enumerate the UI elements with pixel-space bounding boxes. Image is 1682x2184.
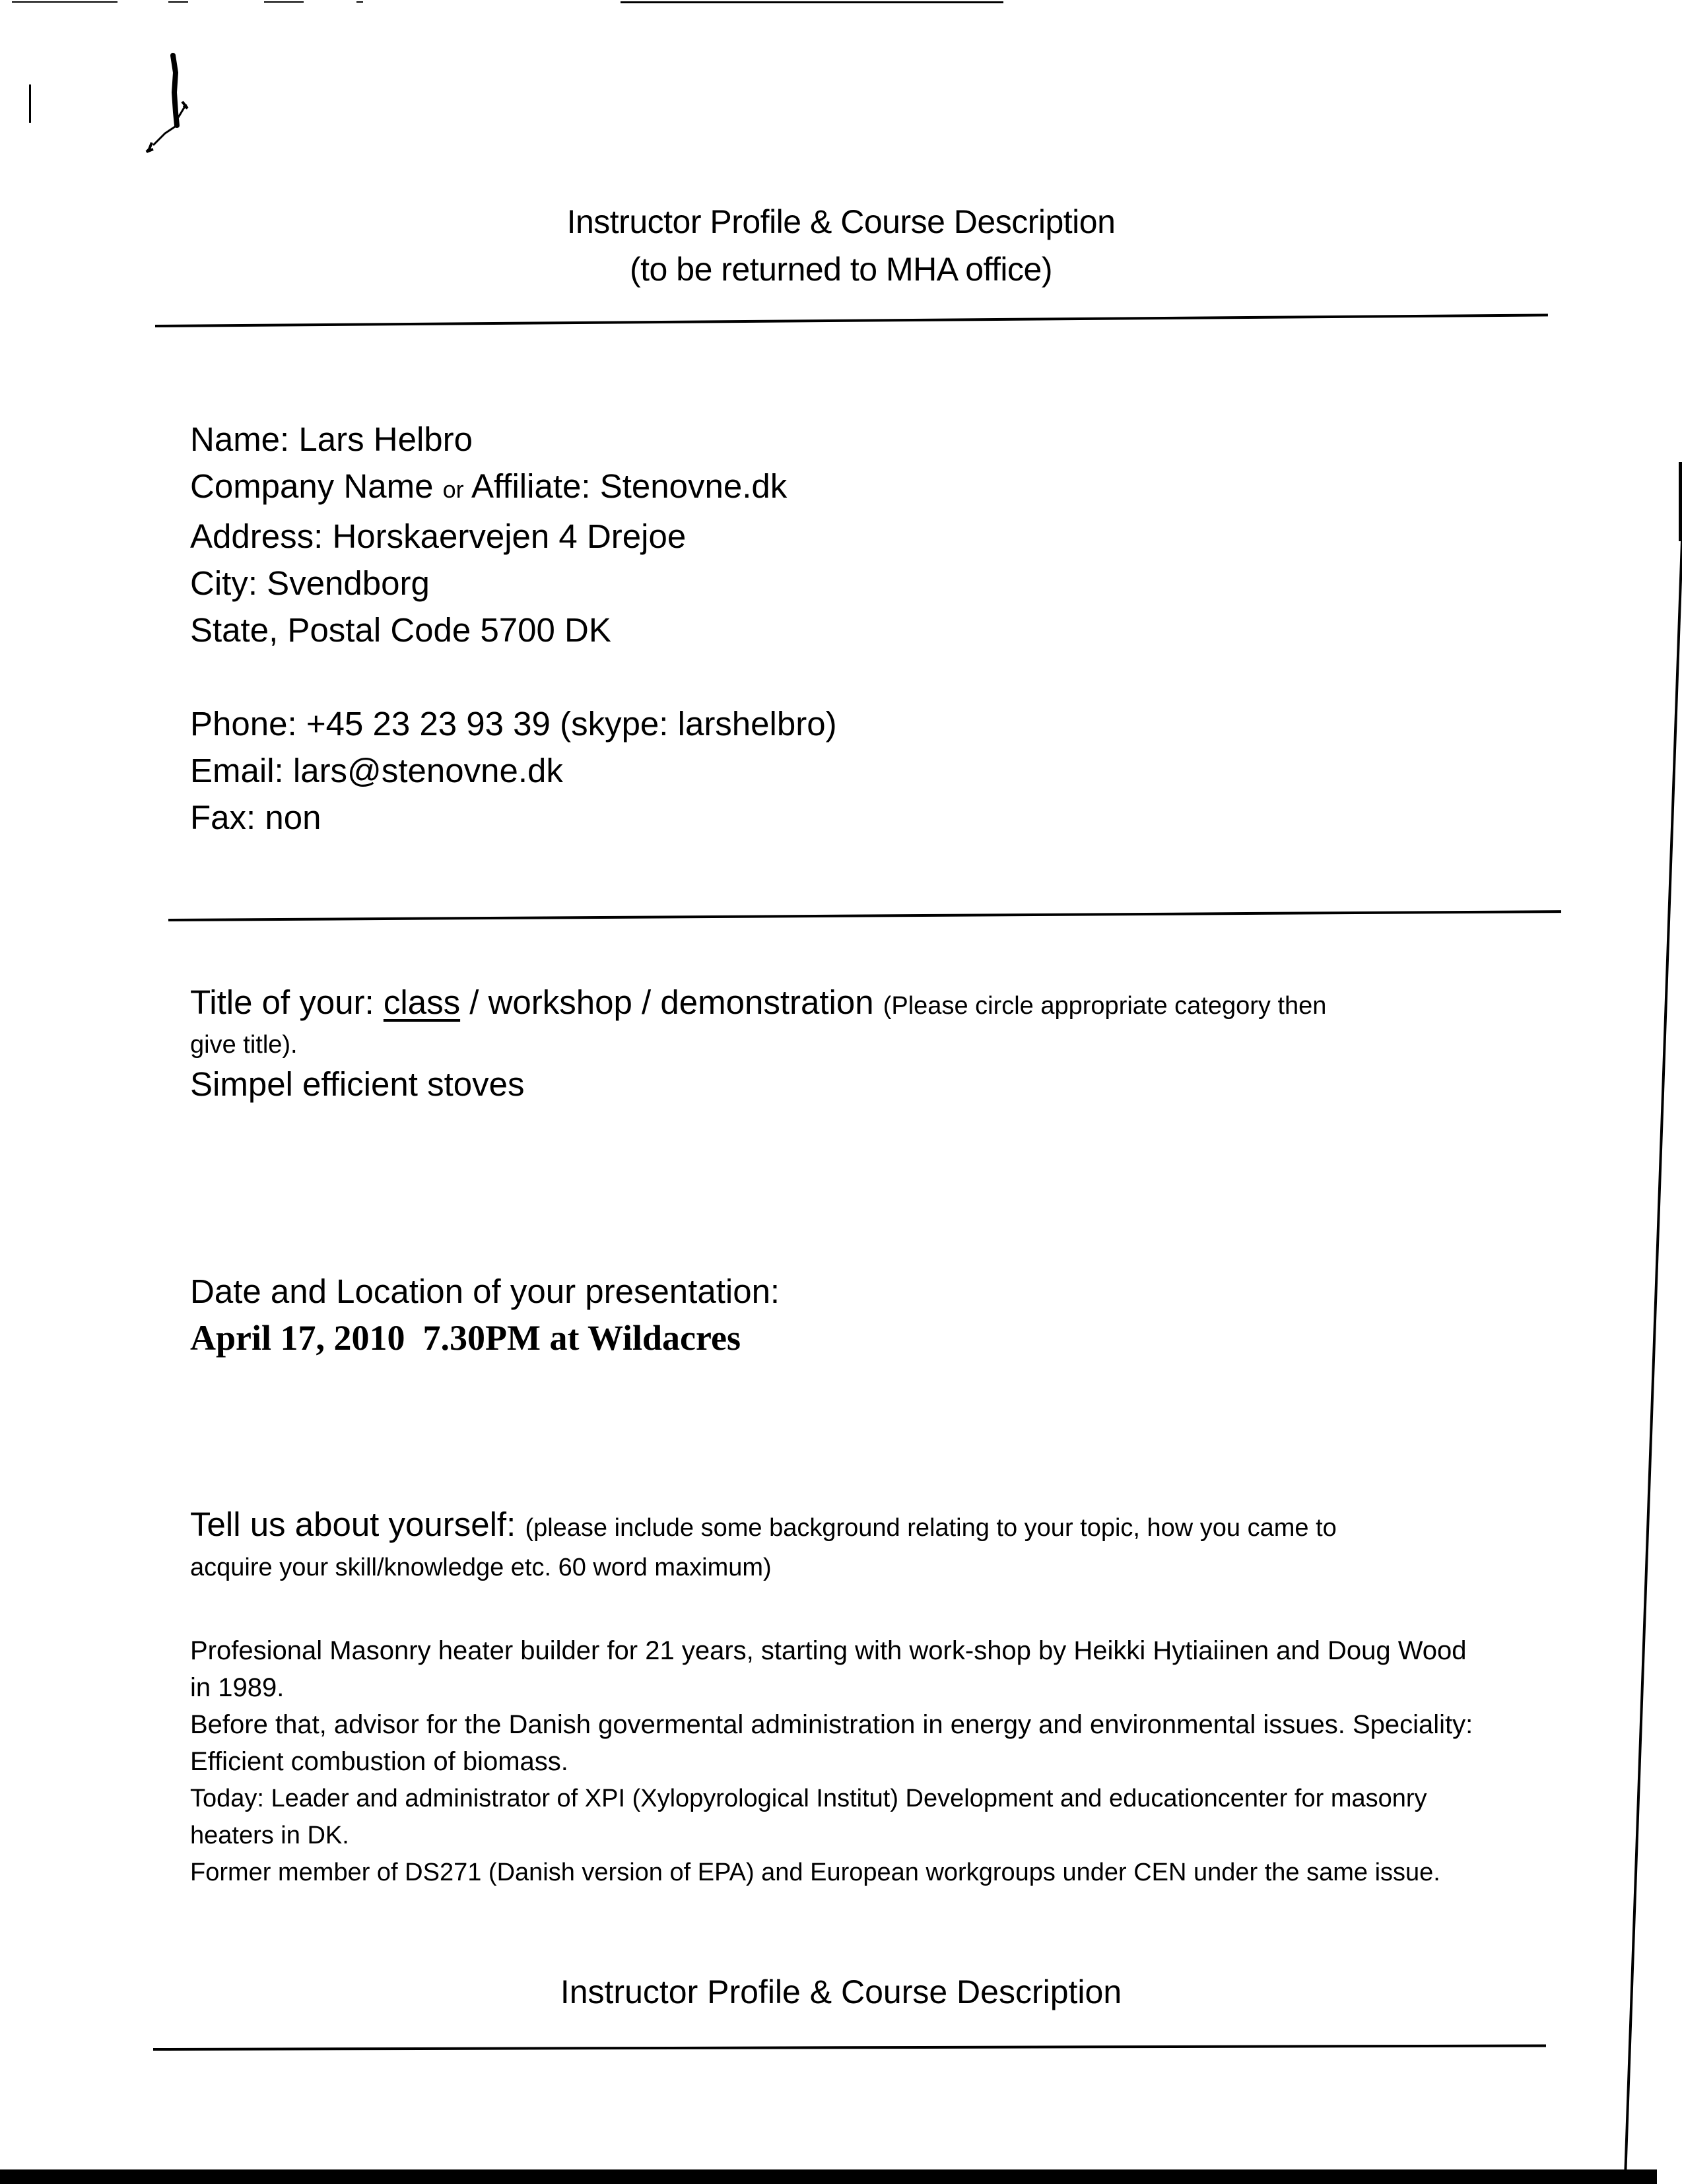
title-instruction: (Please circle appropriate category then: [883, 992, 1327, 1020]
scan-artifact-bottom-bar: [0, 2169, 1657, 2184]
date-location-value: April 17, 2010 7.30PM at Wildacres: [190, 1318, 741, 1358]
scan-artifact-top-edge: [0, 0, 1682, 8]
name-field: Name: Lars Helbro: [190, 420, 473, 458]
bio-text: [190, 1632, 1510, 1891]
course-title-section: [190, 980, 1510, 1108]
company-field: Company Name or Affiliate: Stenovne.dk: [190, 467, 788, 505]
bio-paragraph: Profesional Masonry heater builder for 21 years, starting with work-shop by Heikki Hytiaiinen and Doug Wood in 1989.: [190, 1636, 1467, 1702]
footer-title: Instructor Profile & Course Description: [560, 1973, 1122, 2010]
email-field: Email: lars@stenovne.dk: [190, 752, 563, 789]
phone-field: Phone: +45 23 23 93 39 (skype: larshelbro): [190, 705, 837, 743]
divider-top: [155, 314, 1548, 327]
city-value: Svendborg: [267, 564, 430, 602]
about-instruction: (please include some background relating to your topic, how you came to: [525, 1514, 1337, 1542]
state-postal-field: State, Postal Code 5700 DK: [190, 611, 611, 649]
address-value: Horskaervejen 4 Drejoe: [332, 517, 687, 555]
form-title: Instructor Profile & Course Description: [566, 203, 1116, 240]
scan-artifact-left-tick: [29, 84, 31, 123]
about-yourself-section: [190, 1504, 1510, 1891]
contact-info: [190, 416, 837, 841]
ink-mark-icon: [112, 53, 224, 158]
about-instruction-cont: acquire your skill/knowledge etc. 60 word maximum): [190, 1554, 772, 1581]
form-header: [0, 198, 1682, 293]
divider-middle: [168, 910, 1561, 921]
about-prompt: Tell us about yourself: (please include some background relating to your topic, how you came to: [190, 1506, 1337, 1543]
address-field: Address: Horskaervejen 4 Drejoe: [190, 517, 687, 555]
form-subtitle: (to be returned to MHA office): [630, 251, 1052, 288]
bio-paragraph: Former member of DS271 (Danish version of EPA) and European workgroups under CEN under the same issue.: [190, 1859, 1440, 1886]
email-value: lars@stenovne.dk: [292, 752, 563, 789]
divider-bottom: [153, 2044, 1546, 2051]
date-location-section: [190, 1269, 780, 1361]
name-value: Lars Helbro: [298, 420, 473, 458]
course-title-value: Simpel efficient stoves: [190, 1065, 525, 1103]
city-field: City: Svendborg: [190, 564, 430, 602]
fax-value: non: [265, 799, 321, 836]
state-postal-value: 5700 DK: [480, 611, 611, 649]
date-location-label: Date and Location of your presentation:: [190, 1273, 780, 1310]
title-prompt: Title of your: class / workshop / demonstration (Please circle appropriate category then: [190, 983, 1327, 1021]
category-options: / workshop / demonstration: [460, 983, 883, 1021]
phone-value: +45 23 23 93 39 (skype: larshelbro): [306, 705, 837, 743]
bio-paragraph: Before that, advisor for the Danish govermental administration in energy and environmental issues. Speciality: Efficient combustion of biomass.: [190, 1710, 1473, 1776]
company-value: Stenovne.dk: [599, 467, 788, 505]
title-instruction-cont: give title).: [190, 1031, 298, 1059]
bio-paragraph: Today: Leader and administrator of XPI (Xylopyrological Institut) Development and educationcenter for masonry heaters in DK.: [190, 1785, 1427, 1849]
category-selected: class: [383, 983, 461, 1021]
fax-field: Fax: non: [190, 799, 321, 836]
